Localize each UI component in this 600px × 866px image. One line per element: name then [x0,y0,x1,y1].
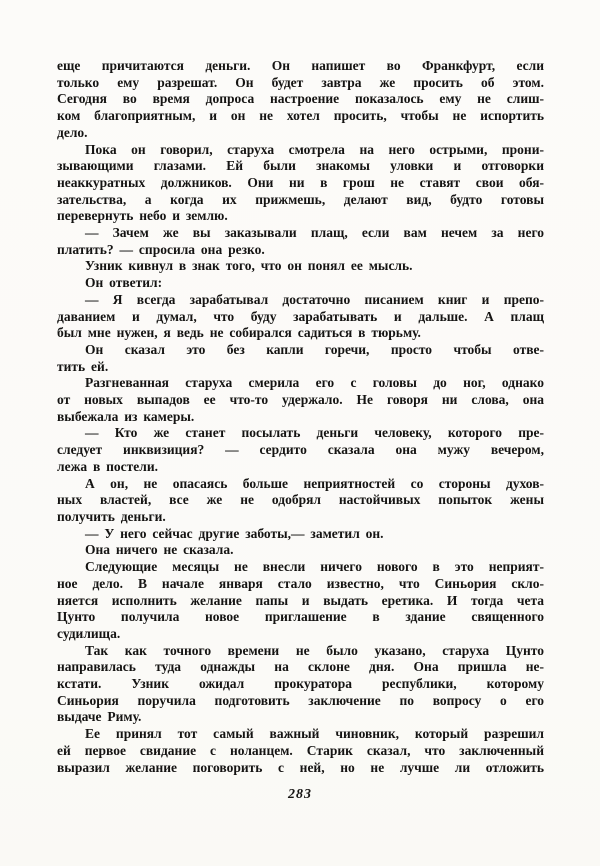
text-line: Сегодня во время допроса настроение показалось ему не слиш- [57,91,544,107]
text-line: перевернуть небо и землю. [57,208,228,224]
text-line: лежа в постели. [57,458,159,474]
text-line: — У него сейчас другие заботы,— заметил он. [85,525,384,541]
text-line: Так как точного времени не было указано, старуха Цунто [85,642,544,658]
text-line: только ему разрешат. Он будет завтра же просить об этом. [57,74,544,90]
text-line: — Кто же станет посылать деньги человеку, которого пре- [85,425,544,441]
text-line: Разгневанная старуха смерила его с головы до ног, однако [85,375,544,391]
text-line: направилась туда однажды на склоне дня. Она пришла не- [57,659,544,675]
text-line: дело. [57,124,88,140]
text-line: был мне нужен, я ведь не собирался садиться в тюрьму. [57,325,421,341]
text-line: А он, не опасаясь больше неприятностей со стороны духов- [85,475,544,491]
text-line: платить? — спросила она резко. [57,241,265,257]
text-line: даванием и думал, что буду зарабатывать и дальше. А плащ [57,308,544,324]
text-line: ное дело. В начале января стало известно, что Синьория скло- [57,575,544,591]
text-line: еще причитаются деньги. Он напишет во Франкфурт, если [57,58,544,73]
text-line: ей первое свидание с ноланцем. Старик сказал, что заключенный [57,742,544,758]
text-line: от новых выпадов ее что-то удержало. Не говоря ни слова, она [57,392,544,408]
text-line: неаккуратных должников. Они ни в грош не ставят свои обя- [57,174,544,190]
page-number: 283 [288,787,312,802]
text-line: ком благоприятным, и он не хотел просить, чтобы не испортить [57,108,544,124]
page-text [57,58,544,776]
text-line: кстати. Узник ожидал прокуратора республики, которому [57,676,544,692]
text-line: следует инквизиция? — сердито сказала она мужу вечером, [57,442,544,458]
text-line: судилища. [57,625,121,641]
text-line: тить ей. [57,358,109,374]
text-line: Цунто получила новое приглашение в здание священного [57,609,544,625]
text-line: — Я всегда зарабатывал достаточно писанием книг и препо- [85,291,544,307]
text-line: няется исполнить желание папы и выдать еретика. И тогда чета [57,592,544,608]
text-line: зывающими глазами. Ей были знакомы уловки и отговорки [57,158,544,174]
text-line: выбежала из камеры. [57,408,195,424]
text-line: Пока он говорил, старуха смотрела на него острыми, прони- [85,141,544,157]
text-line: — Зачем же вы заказывали плащ, если вам нечем за него [85,225,544,241]
text-line: Она ничего не сказала. [85,542,234,558]
text-line: ных властей, все же не одобрял настойчивых попыток жены [57,492,544,508]
text-line: Он ответил: [85,275,163,291]
text-line: Синьория поручила подготовить заключение по вопросу о его [57,692,544,708]
text-line: выдаче Риму. [57,709,142,725]
text-line: получить деньги. [57,508,166,524]
text-line: Ее принял тот самый важный чиновник, который разрешил [85,726,544,742]
text-line: Он сказал это без капли горечи, просто чтобы отве- [85,341,544,357]
text-line: Следующие месяцы не внесли ничего нового в это неприят- [85,559,544,575]
text-line: зательства, а когда их прижмешь, делают вид, будто готовы [57,191,544,207]
text-line: выразил желание поговорить с ней, но не лучше ли отложить [57,759,544,775]
text-line: Узник кивнул в знак того, что он понял ее мысль. [85,258,413,274]
